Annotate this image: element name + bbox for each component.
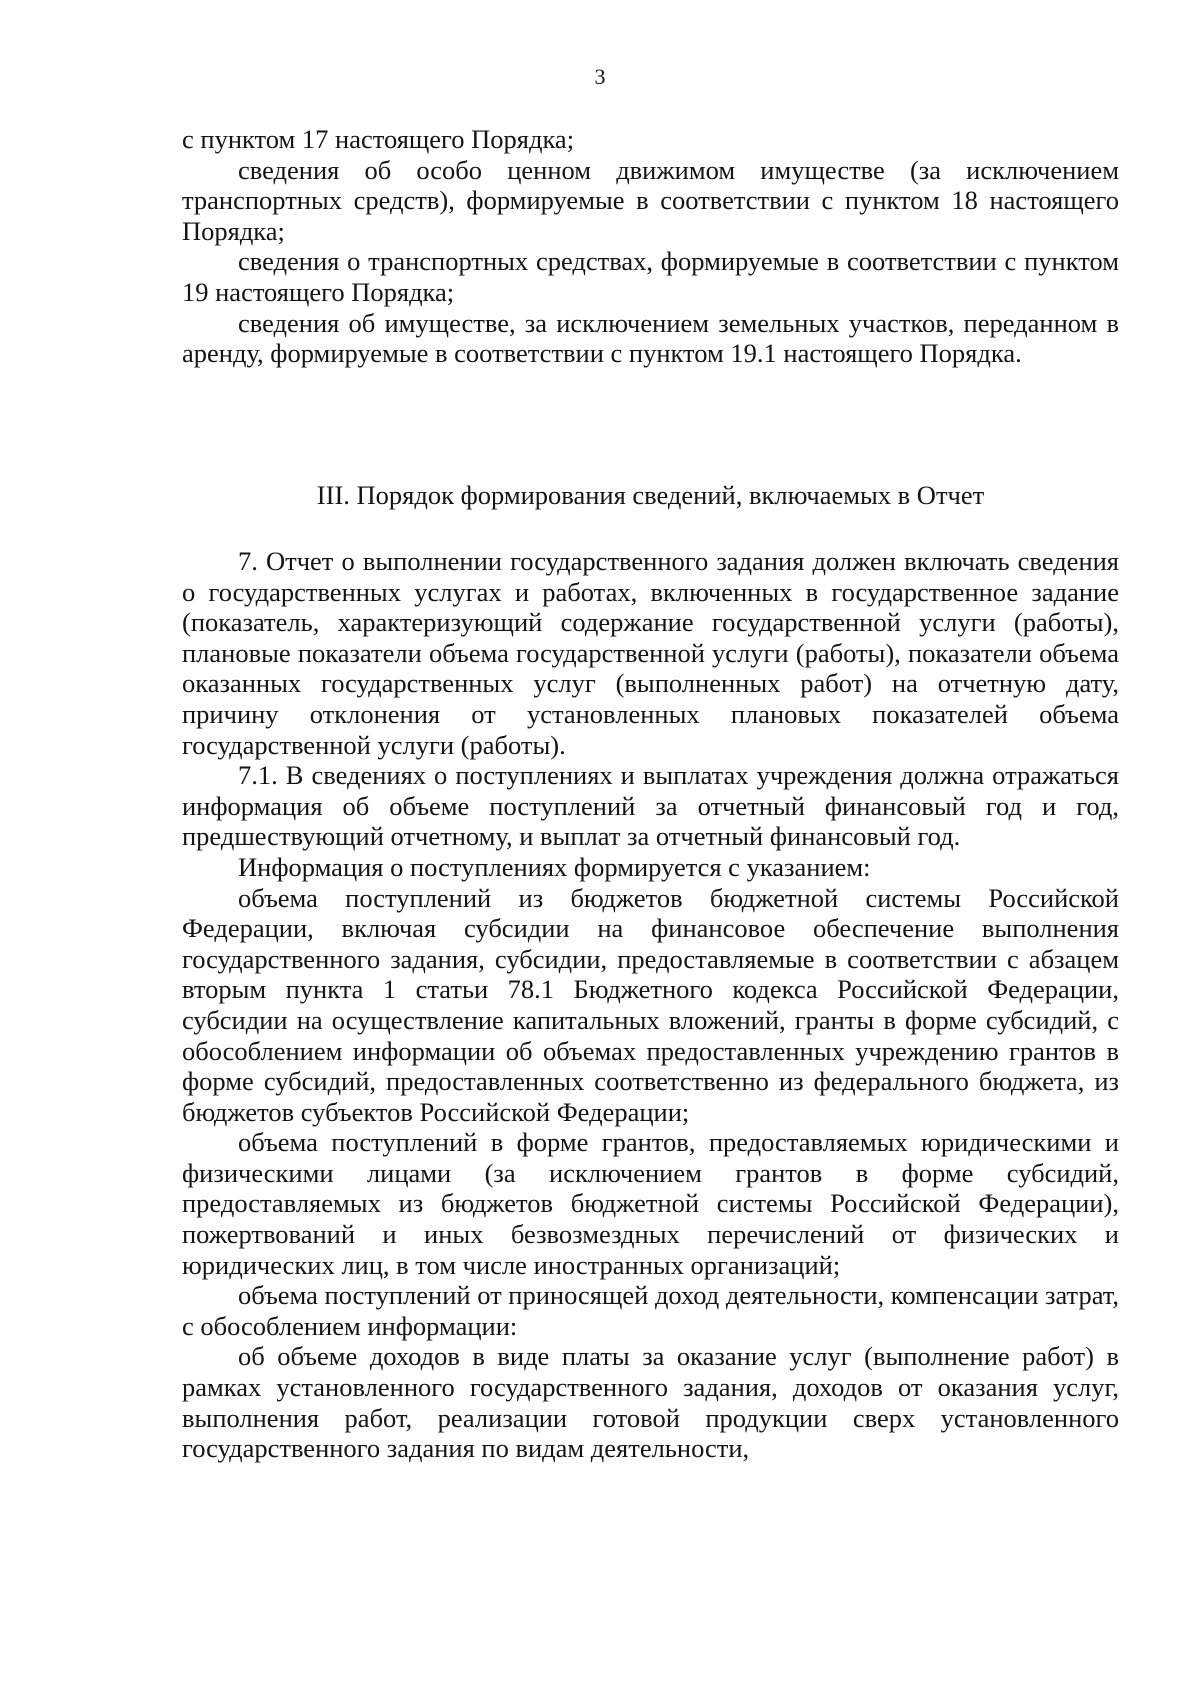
- section-heading: III. Порядок формирования сведений, включаемых в Отчет: [316, 480, 985, 510]
- paragraph: с пунктом 17 настоящего Порядка;: [182, 124, 575, 154]
- paragraph: объема поступлений от приносящей доход деятельности, компенсации затрат, с обособлением информации:: [182, 1280, 1119, 1341]
- main-text-block: [182, 546, 1119, 1464]
- paragraph: сведения об имуществе, за исключением земельных участков, переданном в аренду, формируемые в соответствии с пунктом 19.1 настоящего Порядка.: [182, 307, 1119, 369]
- paragraph: 7. Отчет о выполнении государственного задания должен включать сведения о государственных услугах и работах, включенных в государственное задание (показатель, характеризующий содержание государственной услуги (работы), плановые показатели объема государственной услуги (работы), показатели объема оказанных государственных услуг (выполненных работ) на отчетную дату, причину отклонения от установленных плановых показателей объема государственной услуги (работы).: [182, 546, 1119, 760]
- paragraph: 7.1. В сведениях о поступлениях и выплатах учреждения должна отражаться информация об объеме поступлений за отчетный финансовый год и год, предшествующий отчетному, и выплат за отчетный финансовый год.: [182, 760, 1119, 852]
- top-text-block: [182, 124, 1119, 369]
- paragraph: объема поступлений в форме грантов, предоставляемых юридическими и физическими лицами (за исключением грантов в форме субсидий, предоставляемых из бюджетов бюджетной системы Российской Федерации), пожертвований и иных безвозмездных перечислений от физических и юридических лиц, в том числе иностранных организаций;: [182, 1127, 1119, 1280]
- paragraph: Информация о поступлениях формируется с указанием:: [238, 851, 871, 882]
- paragraph: сведения о транспортных средствах, формируемые в соответствии с пунктом 19 настоящего Порядка;: [182, 246, 1119, 307]
- paragraph: сведения об особо ценном движимом имуществе (за исключением транспортных средств), формируемые в соответствии с пунктом 18 настоящего Порядка;: [182, 154, 1119, 246]
- paragraph: об объеме доходов в виде платы за оказание услуг (выполнение работ) в рамках установленного государственного задания, доходов от оказания услуг, выполнения работ, реализации готовой продукции сверх установленного государственного задания по видам деятельности,: [182, 1341, 1119, 1464]
- page-number: 3: [594, 64, 606, 89]
- paragraph: объема поступлений из бюджетов бюджетной системы Российской Федерации, включая субсидии на финансовое обеспечение выполнения государственного задания, субсидии, предоставляемые в соответствии с абзацем вторым пункта 1 статьи 78.1 Бюджетного кодекса Российской Федерации, субсидии на осуществление капитальных вложений, гранты в форме субсидий, с обособлением информации об объемах предоставленных учреждению грантов в форме субсидий, предоставленных соответственно из федерального бюджета, из бюджетов субъектов Российской Федерации;: [182, 882, 1119, 1127]
